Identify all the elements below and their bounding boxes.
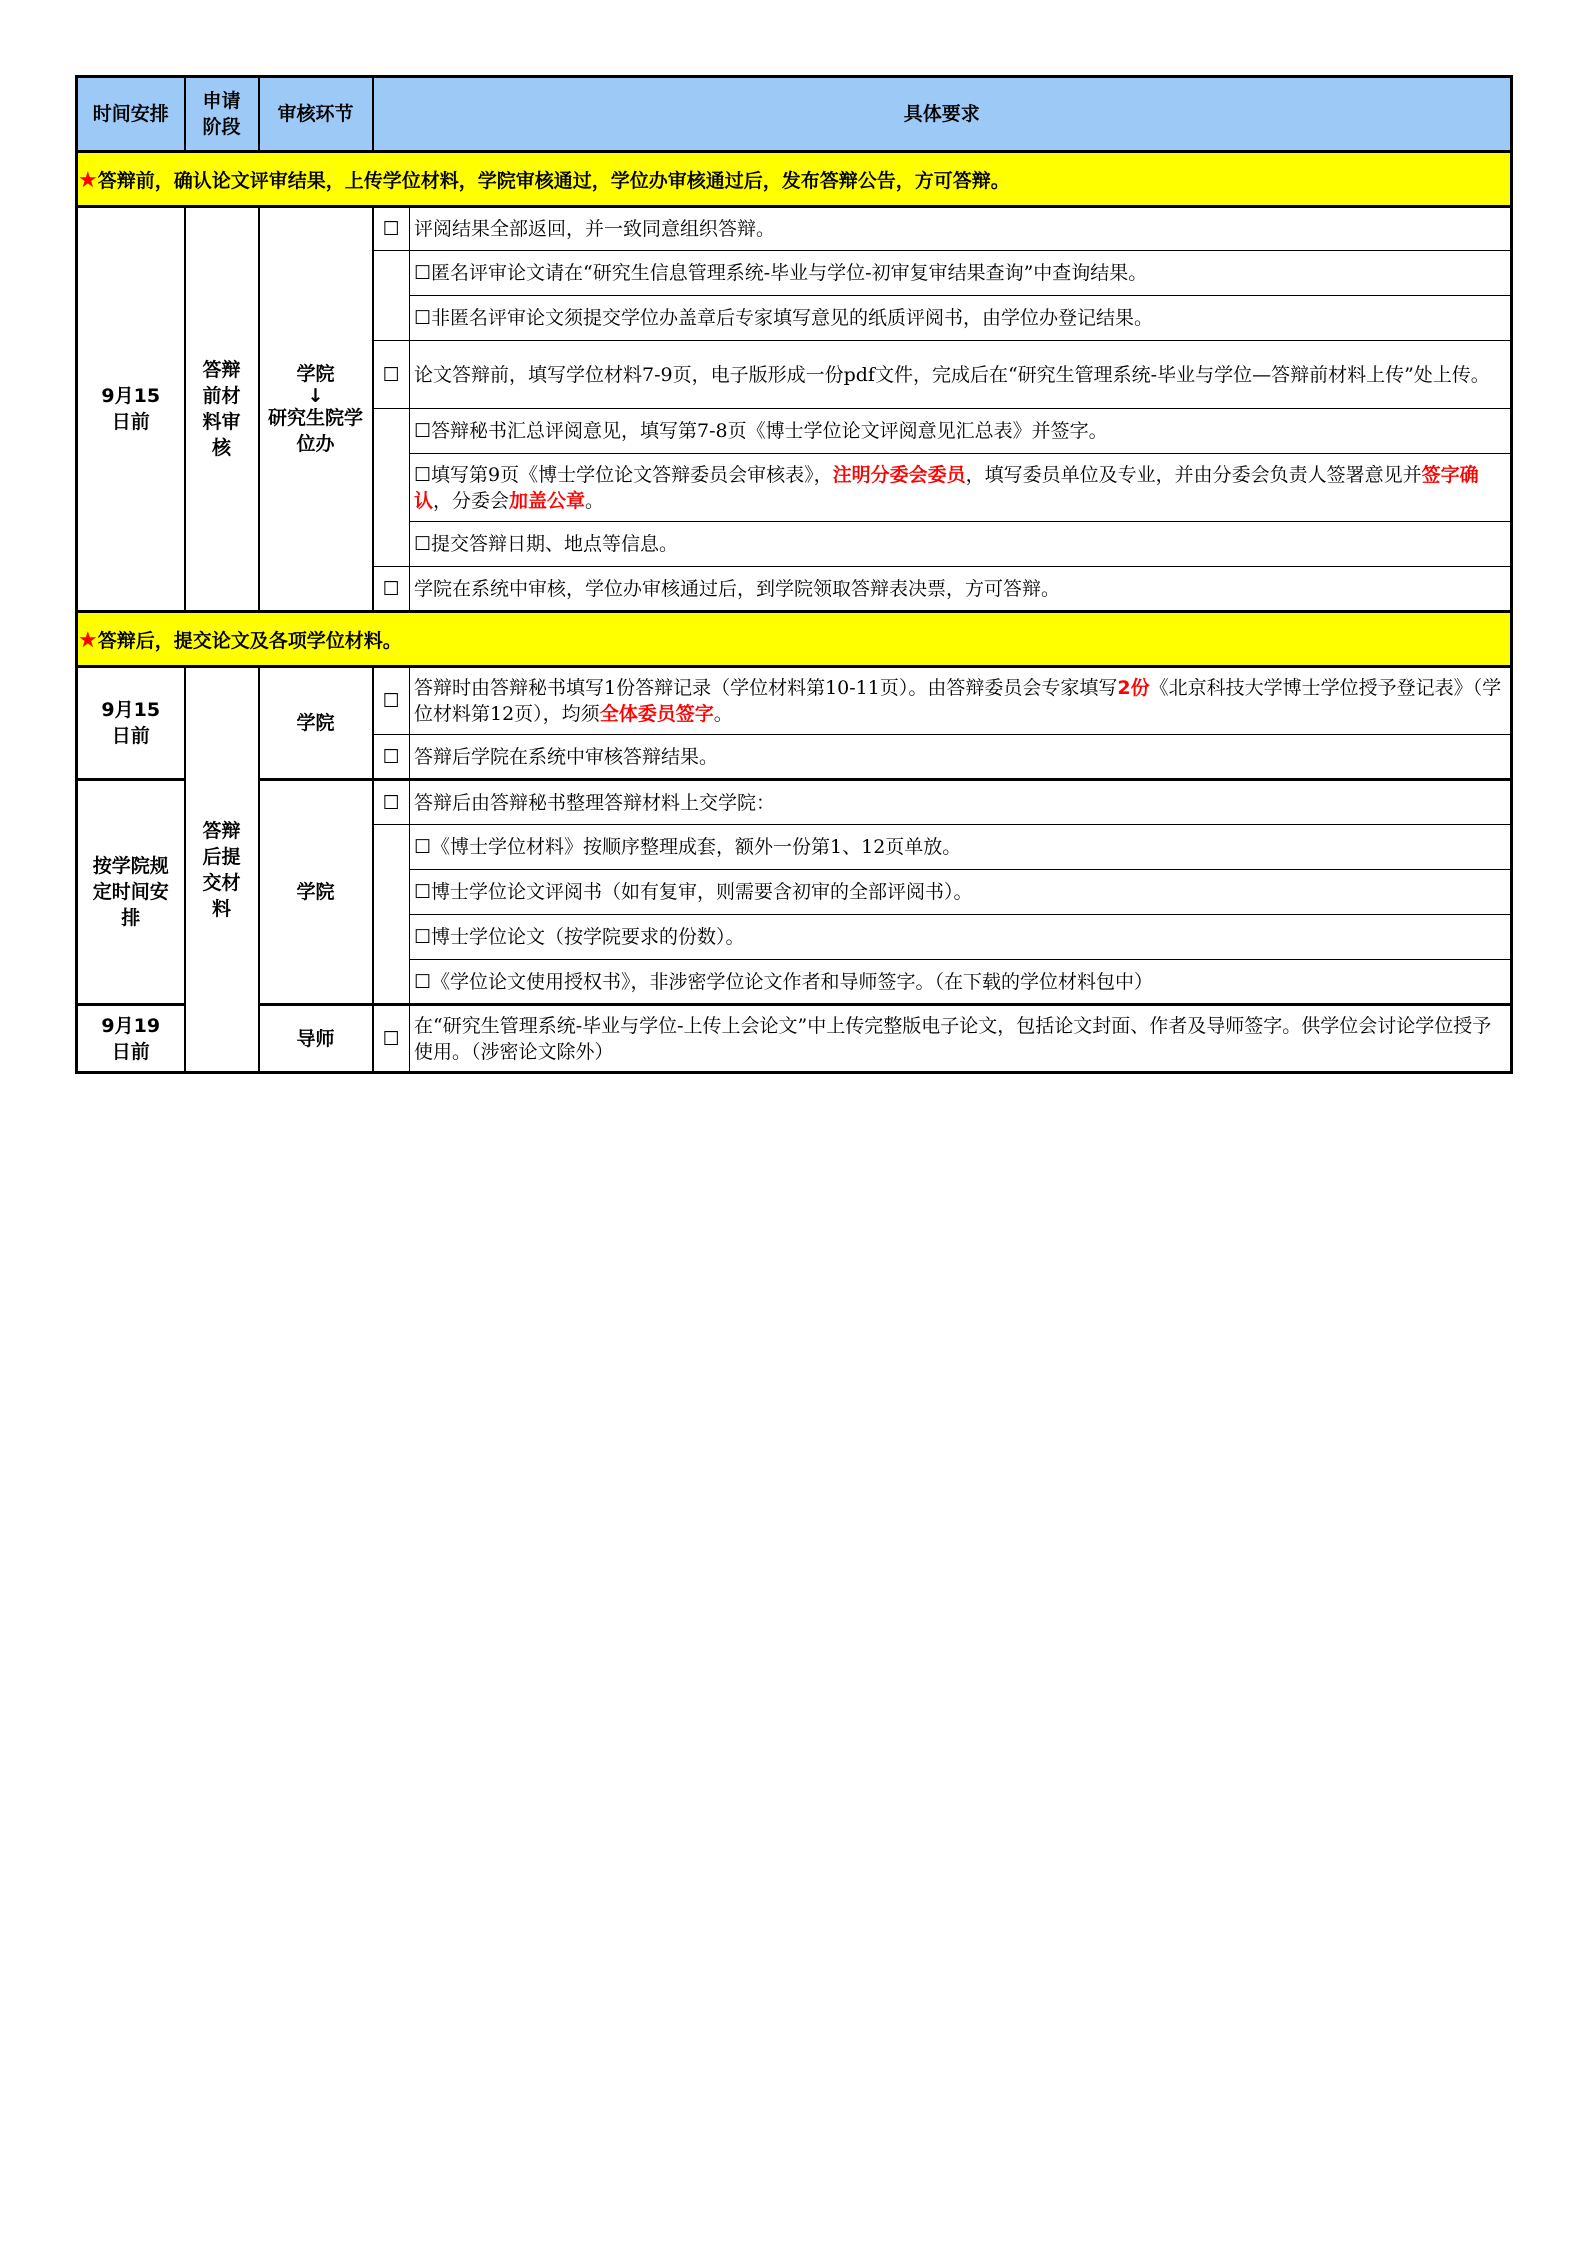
highlight-text: 2份 [1117, 677, 1150, 699]
stage-text: 答辩前材料审核 [202, 359, 241, 459]
review-bottom: 研究生院学位办 [267, 407, 363, 455]
table-row [77, 207, 1512, 251]
checkbox-spacer [373, 409, 410, 567]
checkbox-spacer [373, 825, 410, 1005]
stage-text: 答辩后提交材料 [202, 819, 241, 920]
req-item: 评阅结果全部返回，并一致同意组织答辩。 [410, 207, 1512, 251]
header-requirements: 具体要求 [373, 77, 1512, 152]
req-item-committee [410, 454, 1512, 522]
req-item: 在“研究生管理系统-毕业与学位-上传上会论文”中上传完整版电子论文，包括论文封面、作者及导师签字。供学位会讨论学位授予使用。（涉密论文除外） [410, 1005, 1512, 1073]
checkbox[interactable]: ☐ [373, 1005, 410, 1073]
req-text: ，分委会 [433, 489, 510, 512]
req-text: ☐填写第9页《博士学位论文答辩委员会审核表》， [414, 463, 833, 486]
stage-cell [185, 207, 259, 612]
header-stage: 申请阶段 [185, 77, 259, 152]
req-item: 学院在系统中审核，学位办审核通过后，到学院领取答辩表决票，方可答辩。 [410, 567, 1512, 612]
table-row [77, 1005, 1512, 1073]
checkbox[interactable]: ☐ [373, 567, 410, 612]
review-cell [259, 667, 373, 780]
req-item: ☐匿名评审论文请在“研究生信息管理系统-毕业与学位-初审复审结果查询”中查询结果。 [410, 251, 1512, 296]
review-cell [259, 780, 373, 1005]
checkbox[interactable]: ☐ [373, 341, 410, 409]
req-item: ☐答辩秘书汇总评阅意见，填写第7-8页《博士学位论文评阅意见汇总表》并签字。 [410, 409, 1512, 454]
review-top: 学院 [296, 363, 335, 385]
star-icon: ★ [78, 627, 98, 653]
banner-text: 答辩前，确认论文评审结果，上传学位材料，学院审核通过，学位办审核通过后，发布答辩公告，方可答辩。 [97, 169, 1010, 192]
stage-cell [185, 667, 259, 1073]
checkbox[interactable]: ☐ [373, 207, 410, 251]
header-row [77, 77, 1512, 152]
review-cell [259, 1005, 373, 1073]
req-text: ，填写委员单位及专业，并由分委会负责人签署意见并 [965, 463, 1422, 486]
req-text: 答辩时由答辩秘书填写1份答辩记录（学位材料第10-11页）。由答辩委员会专家填写 [414, 677, 1118, 699]
review-text: 学院 [296, 712, 335, 734]
checkbox-spacer [373, 251, 410, 341]
req-item: ☐《学位论文使用授权书》，非涉密学位论文作者和导师签字。（在下载的学位材料包中） [410, 960, 1512, 1005]
table-row [77, 667, 1512, 735]
req-item: ☐博士学位论文评阅书（如有复审，则需要含初审的全部评阅书）。 [410, 870, 1512, 915]
req-item: ☐提交答辩日期、地点等信息。 [410, 522, 1512, 567]
time-cell [77, 667, 185, 780]
req-item: 答辩后学院在系统中审核答辩结果。 [410, 735, 1512, 780]
checkbox[interactable]: ☐ [373, 735, 410, 780]
degree-checklist-table [75, 75, 1513, 1074]
time-text: 9月19日前 [101, 1014, 161, 1063]
highlight-text: 签字确认 [414, 463, 1479, 512]
req-item-record [410, 667, 1512, 735]
banner-before-defense [77, 152, 1512, 207]
highlight-text: 全体委员签字 [599, 703, 714, 725]
req-item: ☐非匿名评审论文须提交学位办盖章后专家填写意见的纸质评阅书，由学位办登记结果。 [410, 296, 1512, 341]
req-item: 论文答辩前，填写学位材料7-9页，电子版形成一份pdf文件，完成后在“研究生管理系统-毕业与学位—答辩前材料上传”处上传。 [410, 341, 1512, 409]
req-item: ☐博士学位论文（按学院要求的份数）。 [410, 915, 1512, 960]
table-row [77, 780, 1512, 825]
highlight-text: 加盖公章 [509, 489, 586, 512]
banner-text: 答辩后，提交论文及各项学位材料。 [97, 629, 402, 652]
star-icon: ★ [78, 167, 98, 193]
req-text: 《北京科技大学博士学位授予登记表》（学位材料第12页），均须 [414, 677, 1502, 725]
banner-after-defense [77, 612, 1512, 667]
time-text: 按学院规定时间安排 [92, 855, 169, 929]
review-text: 导师 [296, 1027, 335, 1050]
req-text: 。 [585, 489, 605, 512]
time-cell [77, 780, 185, 1005]
header-review: 审核环节 [259, 77, 373, 152]
arrow-down-icon: ↓ [307, 385, 324, 407]
req-text: 。 [713, 703, 733, 725]
checkbox[interactable]: ☐ [373, 667, 410, 735]
highlight-text: 注明分委会委员 [832, 463, 966, 486]
review-cell [259, 207, 373, 612]
time-text: 9月15日前 [101, 699, 161, 747]
time-cell [77, 1005, 185, 1073]
header-time: 时间安排 [77, 77, 185, 152]
checkbox[interactable]: ☐ [373, 780, 410, 825]
req-item: 答辩后由答辩秘书整理答辩材料上交学院： [410, 780, 1512, 825]
review-text: 学院 [296, 881, 335, 903]
req-item: ☐《博士学位材料》按顺序整理成套，额外一份第1、12页单放。 [410, 825, 1512, 870]
time-text: 9月15日前 [101, 385, 161, 433]
time-cell [77, 207, 185, 612]
